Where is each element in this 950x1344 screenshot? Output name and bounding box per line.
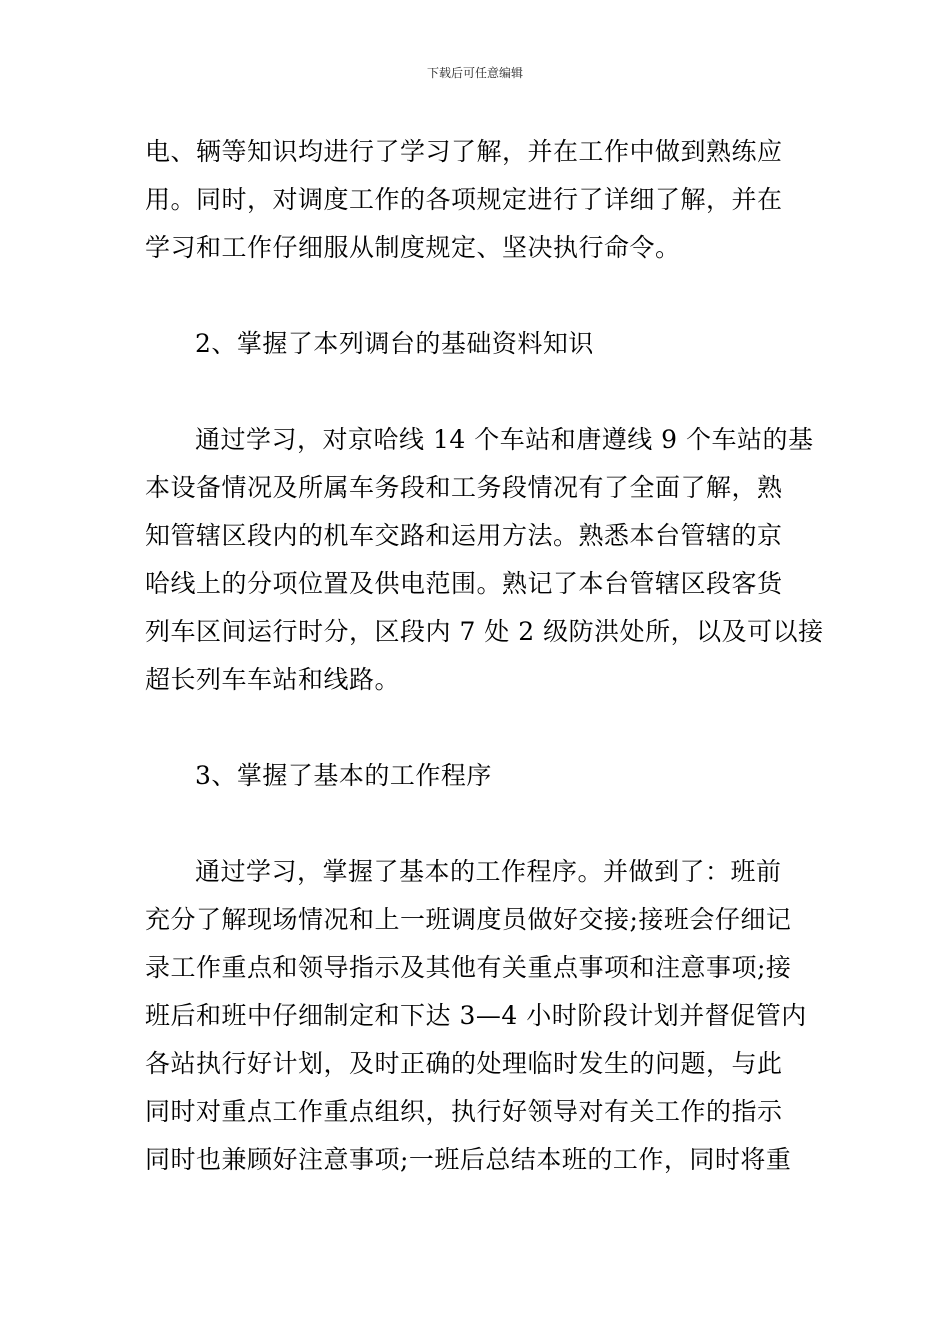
page-header: 下载后可任意编辑 — [426, 66, 523, 80]
paragraph-line: 知管辖区段内的机车交路和运用方法。熟悉本台管辖的京 — [145, 521, 783, 550]
paragraph-line: 哈线上的分项位置及供电范围。熟记了本台管辖区段客货 — [145, 569, 783, 598]
paragraph-line: 通过学习，掌握了基本的工作程序。并做到了：班前 — [195, 857, 782, 886]
paragraph-line: 同时对重点工作重点组织，执行好领导对有关工作的指示 — [145, 1097, 783, 1126]
paragraph-3 — [145, 848, 809, 1184]
paragraph-gap — [145, 800, 809, 848]
paragraph-line: 通过学习，对京哈线 14 个车站和唐遵线 9 个车站的基 — [195, 425, 814, 454]
paragraph-line: 本设备情况及所属车务段和工务段情况有了全面了解，熟 — [145, 473, 783, 502]
paragraph-gap — [145, 704, 809, 752]
paragraph-line: 各站执行好计划，及时正确的处理临时发生的问题，与此 — [145, 1049, 783, 1078]
paragraph-line: 同时也兼顾好注意事项;一班后总结本班的工作，同时将重 — [145, 1145, 792, 1174]
paragraph-line: 录工作重点和领导指示及其他有关重点事项和注意事项;接 — [145, 953, 792, 982]
paragraph-line: 超长列车车站和线路。 — [145, 665, 401, 694]
document-body — [145, 128, 824, 1184]
paragraph-line: 班后和班中仔细制定和下达 3—4 小时阶段计划并督促管内 — [145, 1001, 807, 1030]
paragraph-gap — [145, 368, 809, 416]
paragraph-line: 用。同时，对调度工作的各项规定进行了详细了解，并在 — [145, 185, 783, 214]
paragraph-line: 电、辆等知识均进行了学习了解，并在工作中做到熟练应 — [145, 137, 783, 166]
paragraph-2 — [145, 416, 824, 704]
section-heading-3: 3、掌握了基本的工作程序 — [195, 761, 492, 790]
paragraph-line: 充分了解现场情况和上一班调度员做好交接;接班会仔细记 — [145, 905, 792, 934]
section-heading-2: 2、掌握了本列调台的基础资料知识 — [195, 329, 594, 358]
paragraph-line: 学习和工作仔细服从制度规定、坚决执行命令。 — [145, 233, 681, 262]
paragraph-1 — [145, 128, 809, 272]
paragraph-line: 列车区间运行时分，区段内 7 处 2 级防洪处所，以及可以接 — [145, 617, 824, 646]
